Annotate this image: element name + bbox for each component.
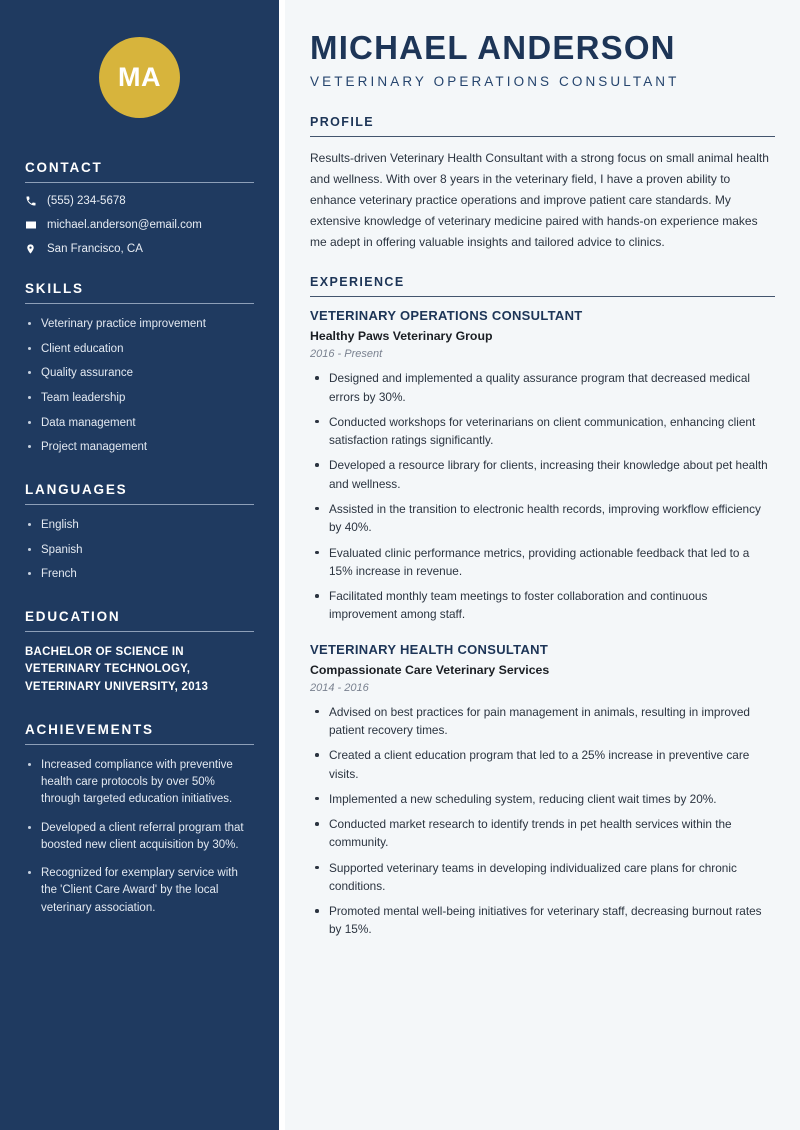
list-item: Created a client education program that led to a 25% increase in preventive care visits. (310, 746, 775, 783)
languages-heading: LANGUAGES (25, 482, 128, 498)
list-item: Increased compliance with preventive health care protocols by over 50% through targeted education initiatives. (25, 757, 254, 809)
profile-heading: PROFILE (310, 115, 374, 130)
skills-list (25, 316, 254, 456)
list-item: Facilitated monthly team meetings to foster collaboration and continuous improvement among staff. (310, 587, 775, 624)
contact-phone-value: (555) 234-5678 (47, 195, 126, 207)
skills-divider (25, 303, 254, 304)
avatar: MA (99, 37, 180, 118)
achievements-list (25, 757, 254, 917)
contact-item-phone[interactable] (25, 195, 254, 207)
section-profile (310, 115, 775, 253)
experience-company: Compassionate Care Veterinary Services (310, 662, 550, 677)
contact-item-email[interactable] (25, 219, 254, 231)
contact-heading: CONTACT (25, 160, 103, 175)
list-item: Advised on best practices for pain management in animals, resulting in improved patient recovery times. (310, 703, 775, 740)
profile-text: Results-driven Veterinary Health Consultant with a strong focus on small animal health and wellness. With over 8 years in the veterinary field, I have a proven ability to enhance veterinary practice operations and improve patient care standards. My extensive knowledge of veterinary medicine paired with hands-on experience makes me adept in offering valuable insights and tailored advice to clinics. (310, 151, 769, 250)
experience-entry (310, 642, 775, 939)
envelope-icon (25, 219, 47, 231)
experience-divider (310, 296, 775, 297)
list-item: Project management (25, 439, 254, 456)
list-item: Assisted in the transition to electronic health records, improving workflow efficiency by 40%. (310, 500, 775, 537)
sidebar-section-skills (25, 281, 254, 456)
experience-heading: EXPERIENCE (310, 275, 405, 290)
list-item: Team leadership (25, 390, 254, 407)
education-divider (25, 631, 254, 632)
contact-list (25, 195, 254, 255)
page-title: MICHAEL ANDERSON (310, 29, 676, 66)
contact-location-value: San Francisco, CA (47, 243, 143, 255)
list-item: Implemented a new scheduling system, reducing client wait times by 20%. (310, 790, 775, 808)
contact-email-value: michael.anderson@email.com (47, 219, 202, 231)
experience-bullet-list (310, 703, 775, 939)
experience-role: VETERINARY HEALTH CONSULTANT (310, 641, 549, 657)
contact-item-location[interactable] (25, 243, 254, 255)
map-pin-icon (25, 243, 47, 255)
list-item: Recognized for exemplary service with the 'Client Care Award' by the local veterinary association. (25, 865, 254, 917)
contact-divider (25, 182, 254, 183)
experience-dates: 2016 - Present (310, 348, 383, 361)
achievements-divider (25, 744, 254, 745)
experience-role: VETERINARY OPERATIONS CONSULTANT (310, 308, 583, 324)
phone-icon (25, 195, 47, 207)
education-heading: EDUCATION (25, 609, 121, 625)
list-item: French (25, 566, 254, 583)
sidebar-section-contact (25, 160, 254, 255)
experience-entry (310, 308, 775, 623)
list-item: Conducted market research to identify trends in pet health services within the community. (310, 815, 775, 852)
languages-list (25, 517, 254, 583)
list-item: Developed a resource library for clients, increasing their knowledge about pet health and wellness. (310, 456, 775, 493)
sidebar (0, 0, 279, 1130)
list-item: Conducted workshops for veterinarians on client communication, enhancing client satisfaction ratings significantly. (310, 413, 775, 450)
list-item: Quality assurance (25, 365, 254, 382)
list-item: Data management (25, 415, 254, 432)
avatar-container (25, 0, 254, 118)
experience-bullet-list (310, 369, 775, 623)
list-item: Developed a client referral program that boosted new client acquisition by 30%. (25, 820, 254, 855)
list-item: Client education (25, 341, 254, 358)
sidebar-section-achievements (25, 722, 254, 917)
main-content (285, 0, 800, 1130)
sidebar-section-languages (25, 482, 254, 583)
education-degree: BACHELOR OF SCIENCE IN VETERINARY TECHNOLOGY, VETERINARY UNIVERSITY, 2013 (25, 646, 209, 693)
list-item: Veterinary practice improvement (25, 316, 254, 333)
experience-company: Healthy Paws Veterinary Group (310, 329, 493, 344)
job-title-subtitle: VETERINARY OPERATIONS CONSULTANT (310, 74, 680, 90)
list-item: Promoted mental well-being initiatives for veterinary staff, decreasing burnout rates by 15%. (310, 902, 775, 939)
list-item: English (25, 517, 254, 534)
experience-dates: 2014 - 2016 (310, 681, 369, 694)
list-item: Designed and implemented a quality assurance program that decreased medical errors by 30%. (310, 369, 775, 406)
list-item: Spanish (25, 542, 254, 559)
skills-heading: SKILLS (25, 281, 84, 296)
profile-divider (310, 136, 775, 137)
achievements-heading: ACHIEVEMENTS (25, 721, 154, 737)
languages-divider (25, 504, 254, 505)
list-item: Supported veterinary teams in developing individualized care plans for chronic conditions. (310, 859, 775, 896)
section-experience (310, 275, 775, 938)
list-item: Evaluated clinic performance metrics, providing actionable feedback that led to a 15% increase in revenue. (310, 544, 775, 581)
sidebar-section-education (25, 609, 254, 696)
